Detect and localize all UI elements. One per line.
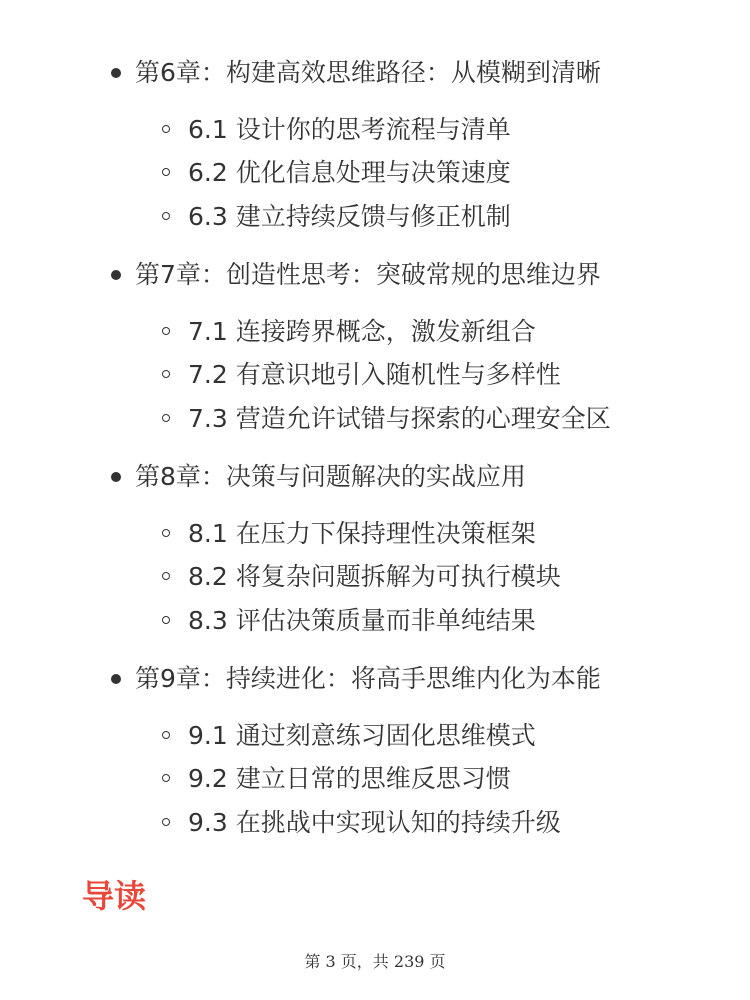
- section-title: 9.2 建立日常的思维反思习惯: [188, 764, 511, 793]
- section-item: [0, 759, 750, 799]
- section-item: [0, 557, 750, 597]
- section-item: [0, 399, 750, 439]
- circle-bullet-icon: [162, 414, 170, 422]
- bullet-icon: [111, 68, 121, 78]
- section-title: 7.2 有意识地引入随机性与多样性: [188, 360, 561, 389]
- section-heading: 导读: [82, 877, 147, 915]
- circle-bullet-icon: [162, 168, 170, 176]
- section-title: 8.1 在压力下保持理性决策框架: [188, 519, 536, 548]
- section-title: 9.3 在挑战中实现认知的持续升级: [188, 808, 561, 837]
- section-title: 8.2 将复杂问题拆解为可执行模块: [188, 562, 561, 591]
- circle-bullet-icon: [162, 572, 170, 580]
- circle-bullet-icon: [162, 327, 170, 335]
- section-item: [0, 601, 750, 641]
- circle-bullet-icon: [162, 616, 170, 624]
- circle-bullet-icon: [162, 370, 170, 378]
- section-title: 6.2 优化信息处理与决策速度: [188, 158, 511, 187]
- section-title: 6.3 建立持续反馈与修正机制: [188, 202, 511, 231]
- section-item: [0, 803, 750, 843]
- circle-bullet-icon: [162, 212, 170, 220]
- section-item: [0, 514, 750, 554]
- bullet-icon: [111, 674, 121, 684]
- section-item: [0, 197, 750, 237]
- chapter-item: [0, 659, 750, 699]
- section-item: [0, 716, 750, 756]
- section-title: 9.1 通过刻意练习固化思维模式: [188, 721, 536, 750]
- chapter-item: [0, 457, 750, 497]
- circle-bullet-icon: [162, 731, 170, 739]
- circle-bullet-icon: [162, 818, 170, 826]
- chapter-item: [0, 255, 750, 295]
- circle-bullet-icon: [162, 529, 170, 537]
- circle-bullet-icon: [162, 125, 170, 133]
- chapter-title: 第9章：持续进化：将高手思维内化为本能: [135, 664, 601, 693]
- section-item: [0, 153, 750, 193]
- chapter-title: 第7章：创造性思考：突破常规的思维边界: [135, 260, 601, 289]
- chapter-item: [0, 53, 750, 93]
- section-item: [0, 355, 750, 395]
- section-title: 7.3 营造允许试错与探索的心理安全区: [188, 404, 611, 433]
- chapter-title: 第8章：决策与问题解决的实战应用: [135, 462, 526, 491]
- bullet-icon: [111, 270, 121, 280]
- bullet-icon: [111, 472, 121, 482]
- section-title: 6.1 设计你的思考流程与清单: [188, 115, 511, 144]
- circle-bullet-icon: [162, 774, 170, 782]
- chapter-title: 第6章：构建高效思维路径：从模糊到清晰: [135, 58, 601, 87]
- section-item: [0, 312, 750, 352]
- page-number: 第 3 页，共 239 页: [304, 952, 446, 971]
- section-title: 7.1 连接跨界概念，激发新组合: [188, 317, 536, 346]
- section-title: 8.3 评估决策质量而非单纯结果: [188, 606, 536, 635]
- section-item: [0, 110, 750, 150]
